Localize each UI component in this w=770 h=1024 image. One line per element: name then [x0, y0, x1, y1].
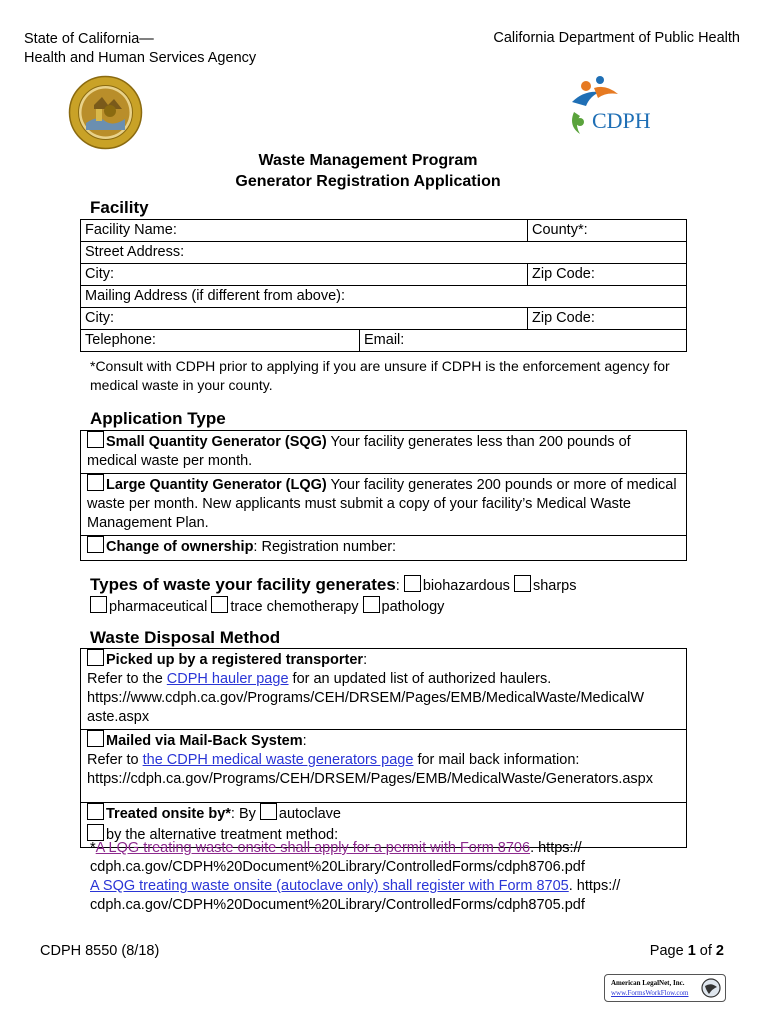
street-address-label: Street Address: [85, 244, 185, 260]
city-field[interactable] [81, 264, 528, 286]
cdph-hauler-page-link[interactable]: CDPH hauler page [166, 671, 289, 687]
disposal-table [80, 648, 687, 848]
application-type-heading: Application Type [90, 409, 226, 428]
mailing-zip-code-label: Zip Code: [532, 310, 595, 326]
lqg-label: Large Quantity Generator (LQG) [106, 477, 327, 493]
sqg-checkbox[interactable] [87, 431, 104, 448]
telephone-label: Telephone: [85, 332, 156, 348]
change-ownership-option [81, 536, 687, 561]
sqg-description: Your facility generates less than 200 pounds of medical waste per month. [87, 434, 631, 469]
form-8706-link[interactable]: A LQG treating waste onsite shall apply for a permit with Form 8706 [95, 840, 531, 856]
legalnet-badge [604, 974, 726, 1002]
county-label: County*: [532, 222, 588, 238]
page-number [650, 943, 724, 959]
mailback-option [81, 730, 687, 803]
generators-url: https://cdph.ca.gov/Programs/CEH/DRSEM/Pages/EMB/MedicalWaste/Generators.aspx [87, 771, 653, 787]
hauler-url-line-2: aste.aspx [87, 709, 150, 725]
mailing-address-label: Mailing Address (if different from above): [85, 288, 346, 304]
mailback-label: Mailed via Mail-Back System [106, 733, 303, 749]
title-line-1: Waste Management Program [258, 152, 478, 169]
alt-treatment-label: by the alternative treatment method: [106, 827, 339, 843]
agency-header [24, 30, 256, 68]
change-ownership-label: Change of ownership [106, 539, 254, 555]
title-line-2: Generator Registration Application [235, 173, 501, 190]
transporter-checkbox[interactable] [87, 649, 104, 666]
sharps-label: sharps [532, 578, 577, 594]
cdph-logo-icon [566, 72, 662, 142]
badge-company: American LegalNet, Inc. [611, 979, 685, 987]
department-label: California Department of Public Health [493, 30, 740, 46]
disposal-heading: Waste Disposal Method [90, 628, 281, 647]
city-label: City: [85, 266, 114, 282]
lqg-option [81, 474, 687, 536]
onsite-by-text: : By [230, 806, 260, 822]
registration-number-label: : Registration number: [253, 539, 397, 555]
lqg-note-star: * [90, 840, 96, 856]
mailback-checkbox[interactable] [87, 730, 104, 747]
transporter-option [81, 649, 687, 730]
page-label: Page [649, 943, 688, 959]
onsite-notes [90, 839, 690, 915]
transporter-colon: : [363, 652, 368, 668]
generators-refer-post: for mail back information: [413, 752, 580, 768]
current-page: 1 [687, 943, 696, 959]
form-id: CDPH 8550 (8/18) [40, 943, 160, 959]
waste-types-section [90, 575, 690, 617]
globe-icon [701, 978, 721, 998]
page-of: of [695, 943, 716, 959]
sqg-note-post: . https:// [568, 878, 621, 894]
sqg-label: Small Quantity Generator (SQG) [106, 434, 327, 450]
zip-code-label: Zip Code: [532, 266, 595, 282]
onsite-label: Treated onsite by* [106, 806, 231, 822]
county-note: *Consult with CDPH prior to applying if you are unsure if CDPH is the enforcement agency for medical waste in your county. [90, 358, 670, 393]
sqg-option [81, 431, 687, 474]
form-8705-link[interactable]: A SQG treating waste onsite (autoclave only) shall register with Form 8705 [90, 878, 569, 894]
waste-types-heading: Types of waste your facility generates [90, 575, 396, 594]
waste-types-colon: : [395, 578, 404, 594]
hauler-refer-text: Refer to the [87, 671, 167, 687]
pathology-checkbox[interactable] [363, 596, 380, 613]
autoclave-checkbox[interactable] [260, 803, 277, 820]
transporter-label: Picked up by a registered transporter [106, 652, 364, 668]
cdph-generators-page-link[interactable]: the CDPH medical waste generators page [142, 752, 414, 768]
trace-chemotherapy-label: trace chemotherapy [230, 599, 359, 615]
email-label: Email: [364, 332, 405, 348]
hauler-url-line-1: https://www.cdph.ca.gov/Programs/CEH/DRSEM/Pages/EMB/MedicalWaste/MedicalW [87, 690, 645, 706]
mailing-zip-code-field[interactable] [528, 308, 687, 330]
facility-table [80, 219, 687, 352]
california-seal-icon [68, 75, 143, 150]
lqg-checkbox[interactable] [87, 474, 104, 491]
pathology-label: pathology [381, 599, 445, 615]
onsite-checkbox[interactable] [87, 803, 104, 820]
mailing-city-label: City: [85, 310, 114, 326]
badge-url-link[interactable]: www.FormsWorkFlow.com [611, 989, 689, 997]
telephone-field[interactable] [81, 330, 360, 352]
zip-code-field[interactable] [528, 264, 687, 286]
total-pages: 2 [715, 943, 724, 959]
autoclave-label: autoclave [278, 806, 341, 822]
biohazardous-checkbox[interactable] [404, 575, 421, 592]
lqg-note-post: . https:// [530, 840, 582, 856]
page-title [0, 150, 736, 192]
change-ownership-checkbox[interactable] [87, 536, 104, 553]
logo-text: CDPH [592, 108, 651, 133]
form-8705-url: cdph.ca.gov/CDPH%20Document%20Library/ControlledForms/cdph8705.pdf [90, 897, 585, 913]
facility-name-label: Facility Name: [85, 222, 177, 238]
state-label: State of California— [24, 31, 154, 47]
form-8706-url: cdph.ca.gov/CDPH%20Document%20Library/ControlledForms/cdph8706.pdf [90, 859, 585, 875]
mailing-address-field[interactable] [81, 286, 687, 308]
biohazardous-label: biohazardous [422, 578, 510, 594]
mailback-colon: : [302, 733, 307, 749]
lqg-description: Your facility generates 200 pounds or more of medical waste per month. New applicants must submit a copy of your facility’s Medical Waste Management Plan. [87, 477, 677, 531]
pharmaceutical-label: pharmaceutical [109, 599, 208, 615]
pharmaceutical-checkbox[interactable] [90, 596, 107, 613]
agency-label: Health and Human Services Agency [24, 50, 257, 66]
sharps-checkbox[interactable] [514, 575, 531, 592]
street-address-field[interactable] [81, 242, 687, 264]
generators-refer-text: Refer to [87, 752, 143, 768]
facility-heading: Facility [90, 198, 149, 217]
trace-chemotherapy-checkbox[interactable] [211, 596, 228, 613]
mailing-city-field[interactable] [81, 308, 528, 330]
application-type-table [80, 430, 687, 561]
county-field[interactable] [528, 220, 687, 242]
email-field[interactable] [360, 330, 687, 352]
hauler-refer-post: for an updated list of authorized haulers. [288, 671, 552, 687]
facility-name-field[interactable] [81, 220, 528, 242]
